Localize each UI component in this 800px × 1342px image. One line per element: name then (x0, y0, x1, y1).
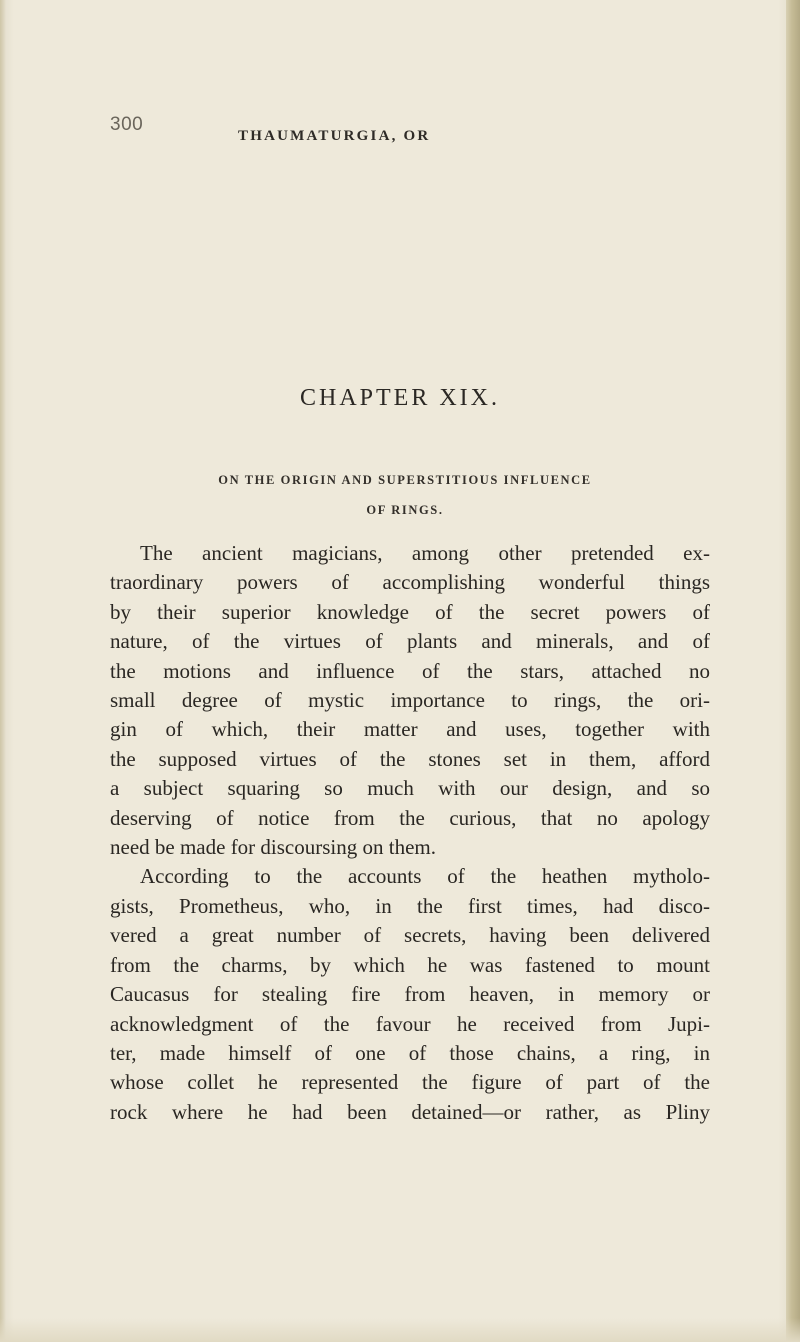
page-edge (786, 0, 800, 1342)
text-line: need be made for discoursing on them. (110, 835, 436, 860)
body-text (110, 539, 710, 1127)
text-line: gin of which, their matter and uses, together with (110, 717, 710, 742)
text-line: vered a great number of secrets, having been delivered (110, 923, 710, 948)
text-line: small degree of mystic importance to rings, the ori- (110, 688, 710, 713)
text-line: from the charms, by which he was fastened to mount (110, 952, 710, 977)
text-line: by their superior knowledge of the secret powers of (110, 599, 710, 624)
chapter-title: CHAPTER XIX. (299, 385, 500, 411)
text-line: gists, Prometheus, who, in the first times, had disco- (110, 893, 710, 918)
text-line: nature, of the virtues of plants and minerals, and of (110, 629, 710, 654)
chapter-subtitle (110, 465, 700, 525)
text-line: acknowledgment of the favour he received from Jupi- (110, 1011, 710, 1036)
text-line: According to the accounts of the heathen mytholo- (140, 864, 710, 889)
text-line: traordinary powers of accomplishing wonderful things (110, 570, 710, 595)
text-line: whose collet he represented the figure of part of the (110, 1070, 710, 1095)
page-gutter-shadow (0, 0, 6, 1342)
text-line: the supposed virtues of the stones set in them, afford (110, 746, 710, 771)
chapter-subtitle-line: OF RINGS. (366, 503, 444, 517)
text-line: ter, made himself of one of those chains, a ring, in (110, 1040, 710, 1065)
page-number: 300 (110, 114, 144, 135)
text-line: the motions and influence of the stars, attached no (110, 658, 710, 683)
text-line: a subject squaring so much with our design, and so (110, 776, 710, 801)
page-bottom-edge (0, 1318, 800, 1342)
chapter-subtitle-line: ON THE ORIGIN AND SUPERSTITIOUS INFLUENCE (218, 473, 592, 487)
text-line: deserving of notice from the curious, that no apology (110, 805, 710, 830)
text-line: Caucasus for stealing fire from heaven, in memory or (110, 982, 710, 1007)
running-head: THAUMATURGIA, OR (238, 128, 431, 144)
text-line: The ancient magicians, among other pretended ex- (140, 541, 710, 565)
text-line: rock where he had been detained—or rather, as Pliny (110, 1099, 710, 1124)
